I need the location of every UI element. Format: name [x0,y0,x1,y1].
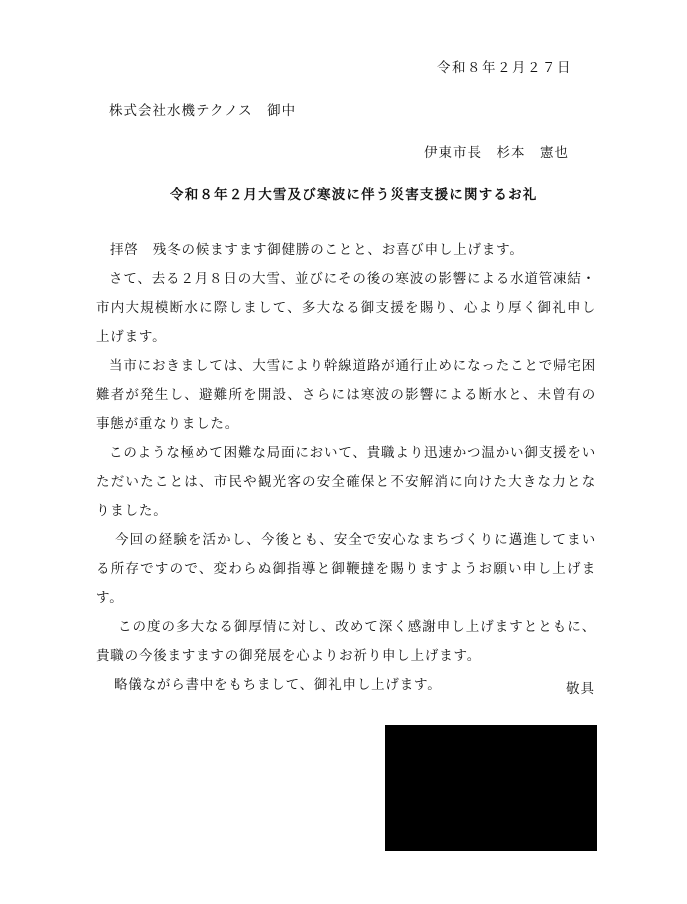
letter-title: 令和８年２月大雪及び寒波に伴う災害支援に関するお礼 [170,187,538,203]
redaction-block [385,725,597,851]
body-paragraph: 当市におきましては、大雪により幹線道路が通行止めになったことで帰宅困難者が発生し、避難所を開設、さらには寒波の影響による断水と、未曾有の事態が重なりました。 [96,358,596,432]
body-paragraph: さて、去る２月８日の大雪、並びにその後の寒波の影響による水道管凍結・市内大規模断水に際しまして、多大なる御支援を賜り、心より厚く御礼申し上げます。 [96,271,596,345]
letter-body [96,236,596,700]
body-paragraph: このような極めて困難な局面において、貴職より迅速かつ温かい御支援をいただいたことは、市民や観光客の安全確保と不安解消に向けた大きな力となりました。 [96,445,596,519]
recipient-line: 株式会社水機テクノス 御中 [109,103,297,119]
letter-date: 令和８年２月２７日 [437,60,572,76]
closing-word: 敬具 [566,681,595,697]
body-paragraph: 略儀ながら書中をもちまして、御礼申し上げます。 [114,677,442,693]
body-paragraph: 今回の経験を活かし、今後とも、安全で安心なまちづくりに邁進してまいる所存ですので、変わらぬ御指導と御鞭撻を賜りますようお願い申し上げます。 [96,532,596,606]
sender-line: 伊東市長 杉本 憲也 [424,145,569,161]
body-paragraph: この度の多大なる御厚情に対し、改めて深く感謝申し上げますとともに、貴職の今後ますますの御発展を心よりお祈り申し上げます。 [96,619,596,664]
body-paragraph: 拝啓 残冬の候ますます御健勝のことと、お喜び申し上げます。 [110,242,524,258]
